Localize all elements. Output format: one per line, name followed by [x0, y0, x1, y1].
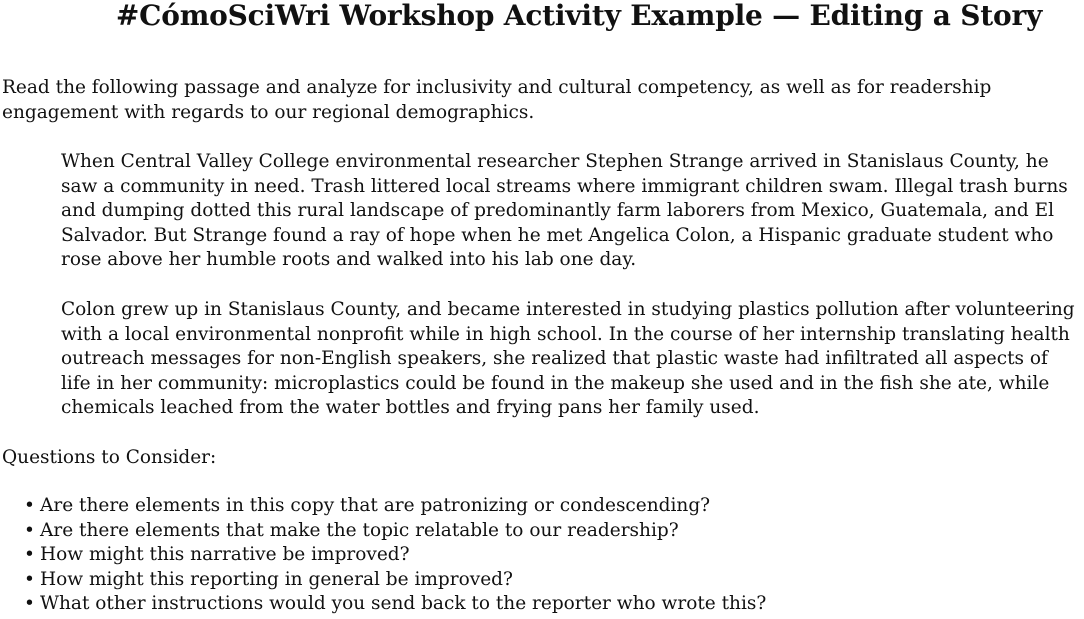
questions-list — [24, 494, 766, 617]
bullet-icon: • — [24, 519, 35, 541]
passage-paragraph-1: When Central Valley College environmental researcher Stephen Strange arrived in Stanislaus County, he saw a community in need. Trash littered local streams where immigrant children swam. Illegal trash burns and dumping dotted this rural landscape of predominantly farm laborers from Mexico, Guatemala, and El Salvador. But Strange found a ray of hope when he met Angelica Colon, a Hispanic graduate student who rose above her humble roots and walked into his lab one day. — [61, 151, 1068, 270]
passage-paragraph-2: Colon grew up in Stanislaus County, and became interested in studying plastics pollution after volunteering with a local environmental nonprofit while in high school. In the course of her internship translating health outreach messages for non-English speakers, she realized that plastic waste had infiltrated all aspects of life in her community: microplastics could be found in the makeup she used and in the fish she ate, while chemicals leached from the water bottles and frying pans her family used. — [61, 299, 1075, 418]
question-text: Are there elements that make the topic relatable to our readership? — [40, 519, 679, 541]
question-text: How might this reporting in general be improved? — [40, 568, 513, 590]
bullet-icon: • — [24, 495, 35, 516]
bullet-icon: • — [24, 544, 35, 566]
question-text: Are there elements in this copy that are patronizing or condescending? — [40, 495, 711, 516]
question-item — [24, 592, 766, 617]
bullet-icon: • — [24, 568, 35, 590]
bullet-icon: • — [24, 593, 35, 615]
question-text: How might this narrative be improved? — [40, 544, 410, 566]
intro-paragraph: Read the following passage and analyze for inclusivity and cultural competency, as well as for readership engagement with regards to our regional demographics. — [2, 77, 992, 123]
question-item — [24, 543, 766, 568]
questions-heading: Questions to Consider: — [2, 447, 217, 468]
question-item — [24, 519, 766, 544]
question-item — [24, 494, 766, 519]
question-item — [24, 568, 766, 593]
page-title: #CómoSciWri Workshop Activity Example — Editing a Story — [115, 0, 1043, 32]
question-text: What other instructions would you send back to the reporter who wrote this? — [40, 593, 767, 615]
